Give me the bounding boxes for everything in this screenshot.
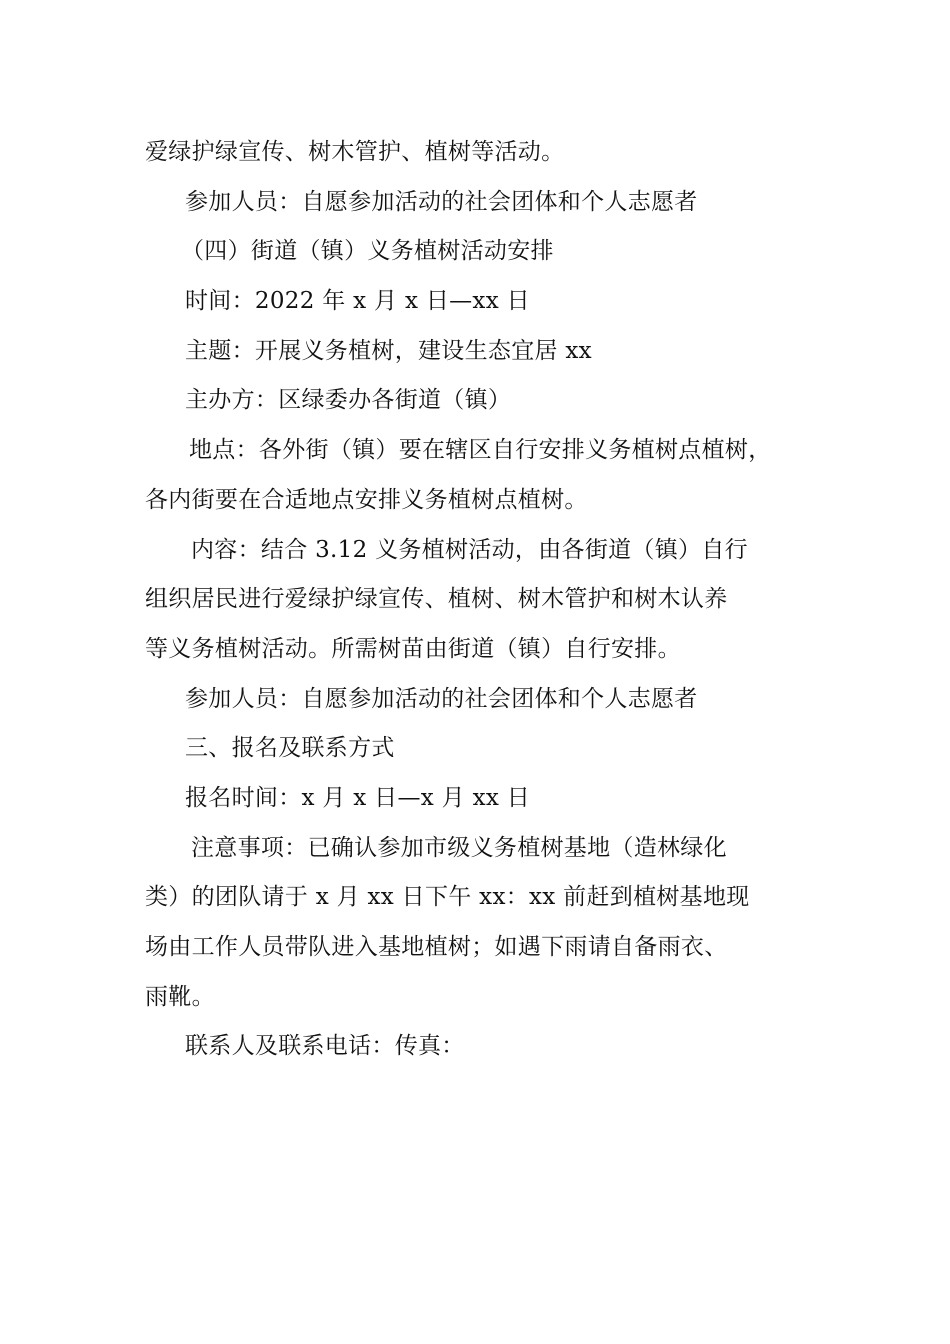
notes-line-continuation-1: 类）的团队请于 x 月 xx 日下午 xx：xx 前赶到植树基地现 <box>145 884 750 911</box>
time-line: 时间：2022 年 x 月 x 日—xx 日 <box>185 288 530 315</box>
notes-line-continuation-3: 雨靴。 <box>145 983 215 1010</box>
section-heading-street-planting: （四）街道（镇）义务植树活动安排 <box>181 238 554 265</box>
content-line-continuation-1: 组织居民进行爱绿护绿宣传、植树、树木管护和树木认养 <box>145 586 728 613</box>
participants-line-2: 参加人员：自愿参加活动的社会团体和个人志愿者 <box>185 685 698 712</box>
document-body <box>145 128 825 1072</box>
location-line-continuation: 各内街要在合适地点安排义务植树点植树。 <box>145 486 588 513</box>
organizer-line: 主办方：区绿委办各街道（镇） <box>185 387 512 414</box>
content-line-continuation-2: 等义务植树活动。所需树苗由街道（镇）自行安排。 <box>145 635 681 662</box>
section-heading-registration: 三、报名及联系方式 <box>185 735 395 762</box>
participants-line: 参加人员：自愿参加活动的社会团体和个人志愿者 <box>185 188 698 215</box>
registration-time-line: 报名时间：x 月 x 日—x 月 xx 日 <box>185 784 531 811</box>
notes-line: 注意事项：已确认参加市级义务植树基地（造林绿化 <box>191 834 727 861</box>
paragraph-line-continuation: 爱绿护绿宣传、树木管护、植树等活动。 <box>145 139 565 165</box>
theme-line: 主题：开展义务植树，建设生态宜居 xx <box>185 337 592 364</box>
location-line: 地点：各外街（镇）要在辖区自行安排义务植树点植树， <box>189 437 772 464</box>
contact-line: 联系人及联系电话：传真： <box>185 1033 465 1060</box>
content-line: 内容：结合 3.12 义务植树活动，由各街道（镇）自行 <box>191 536 748 563</box>
notes-line-continuation-2: 场由工作人员带队进入基地植树；如遇下雨请自备雨衣、 <box>145 934 728 960</box>
